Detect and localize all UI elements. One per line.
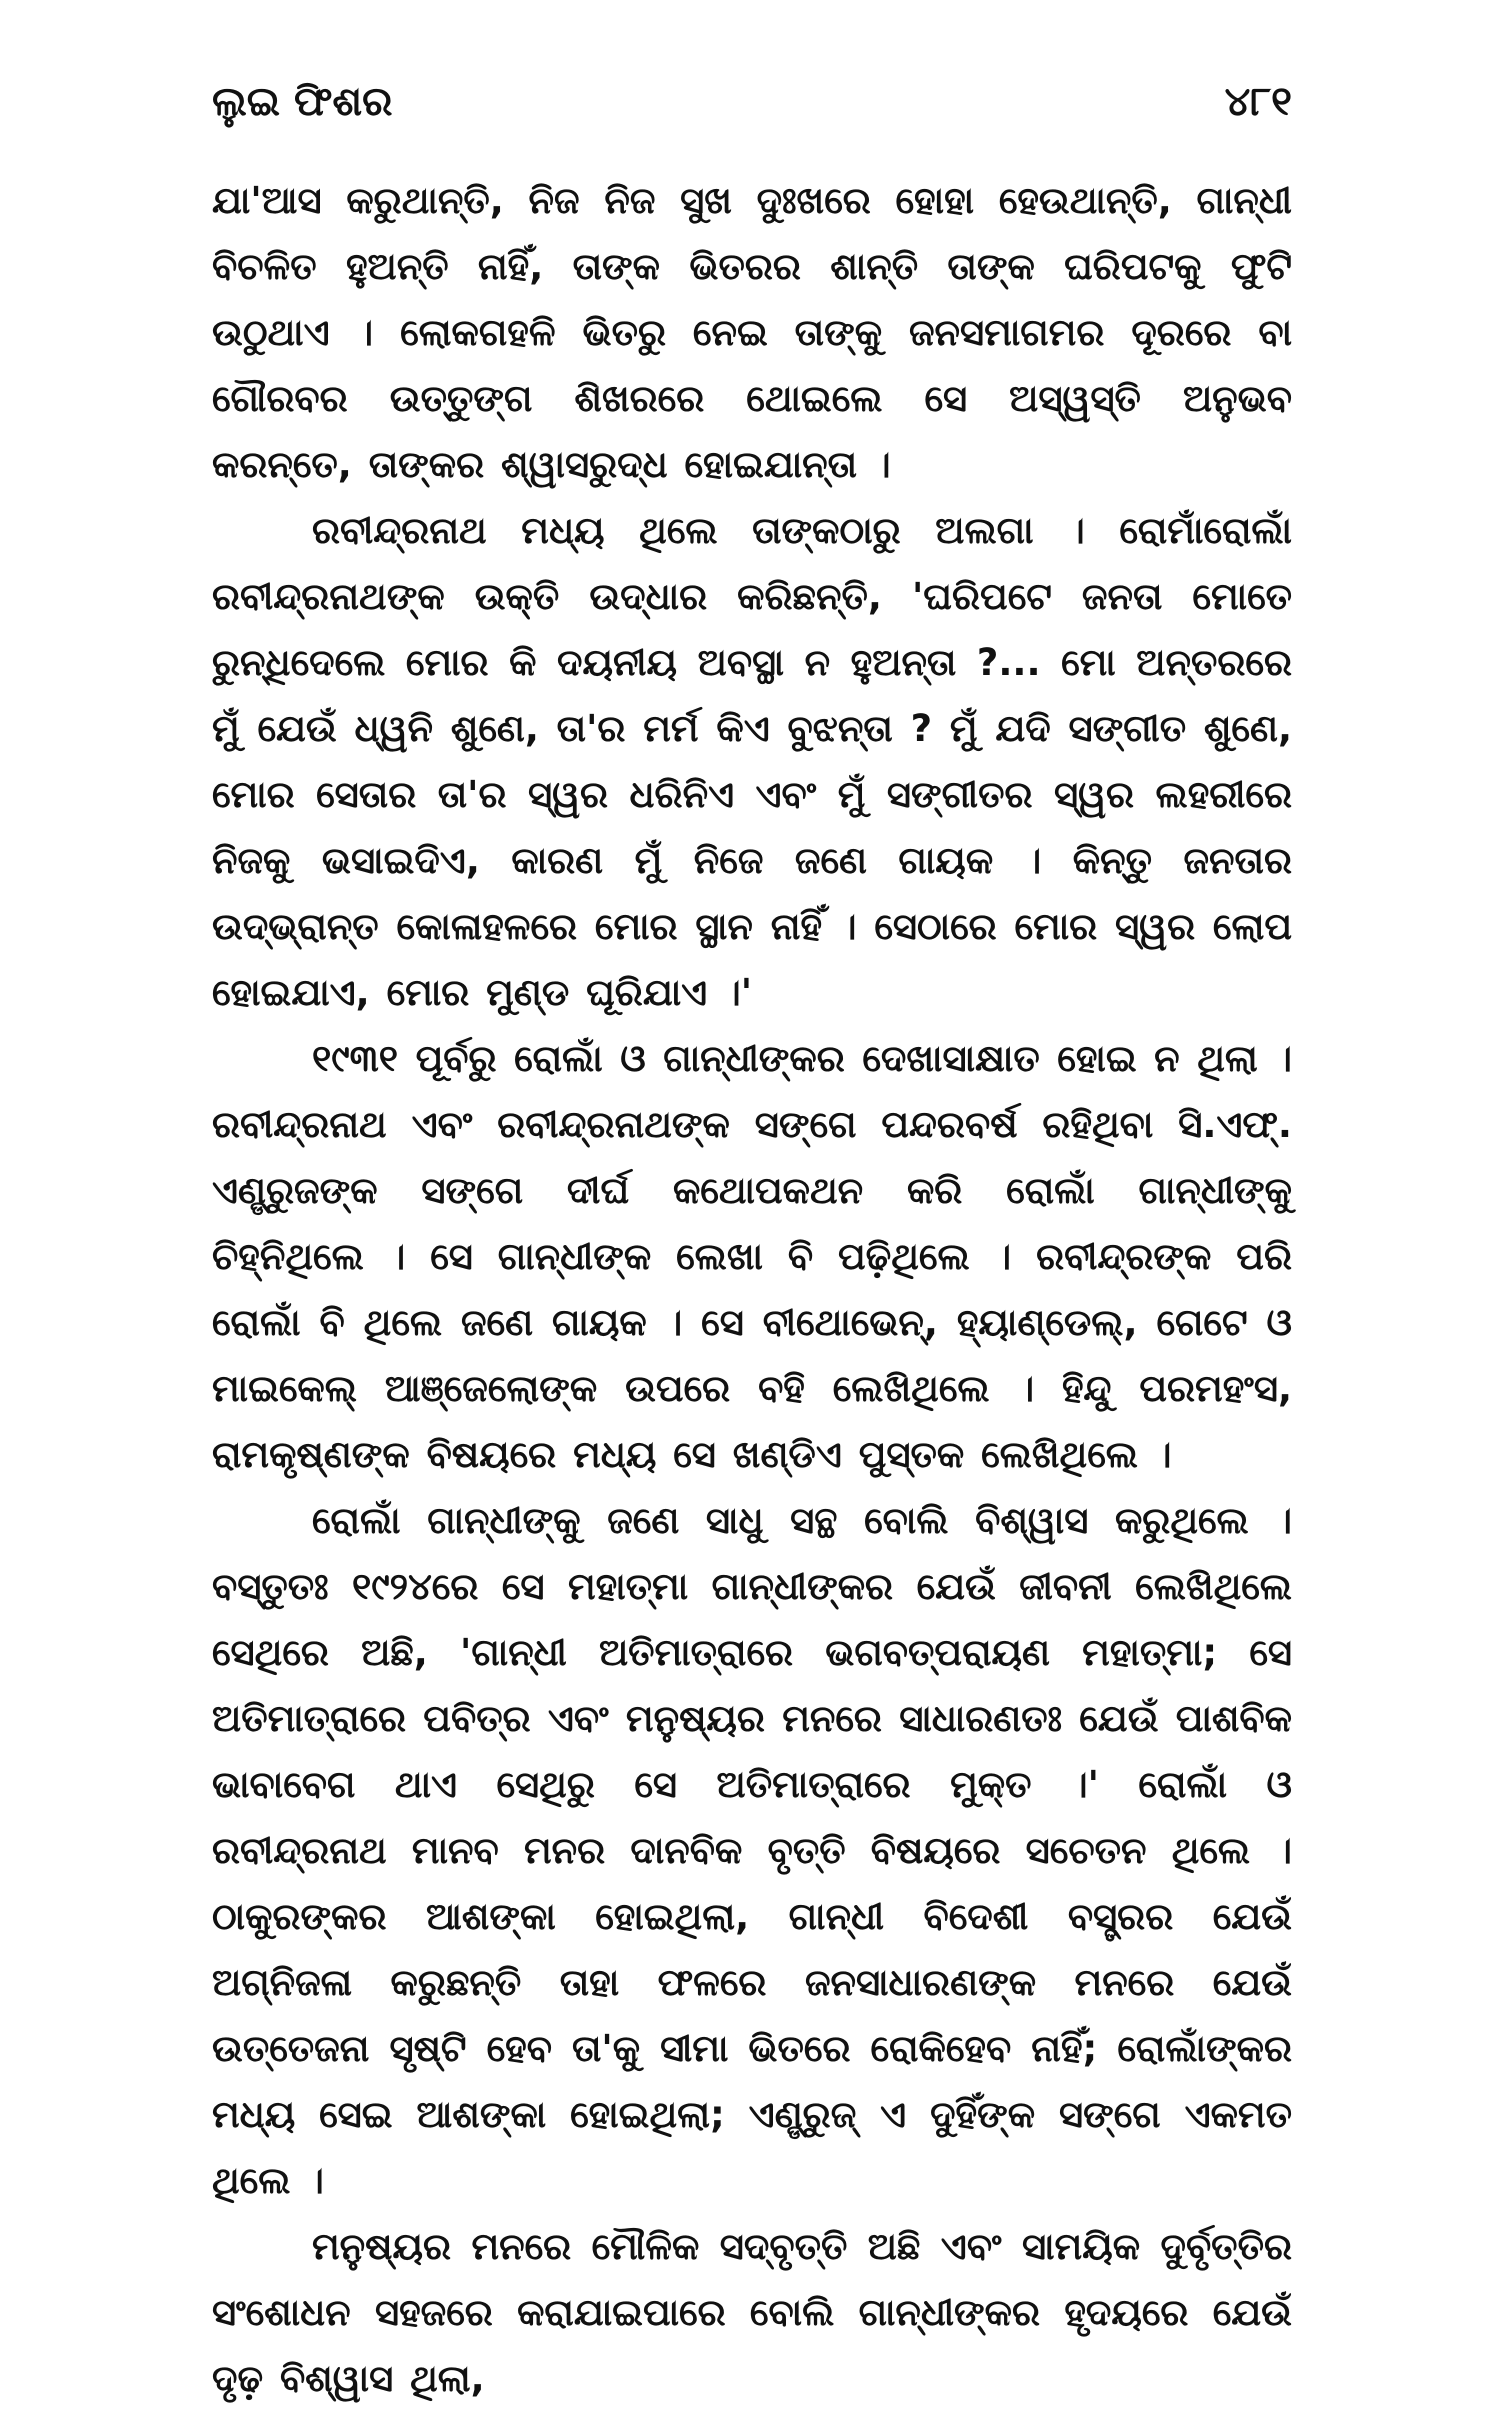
paragraph-2: ରବୀନ୍ଦ୍ରନାଥ ମଧ୍ୟ ଥିଲେ ତାଙ୍କଠାରୁ ଅଲଗା । ରୋମାଁରୋଲାଁ ରବୀନ୍ଦ୍ରନାଥଙ୍କ ଉକ୍ତି ଉଦ୍ଧାର କରିଛନ୍ତି, 'ଘରିପଟେ ଜନତା ମୋତେ ରୁନ୍ଧିଦେଲେ ମୋର କି ଦୟନୀୟ ଅବସ୍ଥା ନ ହୁଅନ୍ତା ?... ମୋ ଅନ୍ତରରେ ମୁଁ ଯେଉଁ ଧ୍ୱନି ଶୁଣେ, ତା'ର ମର୍ମ କିଏ ବୁଝନ୍ତା ? ମୁଁ ଯଦି ସଙ୍ଗୀତ ଶୁଣେ, ମୋର ସେତାର ତା'ର ସ୍ୱର ଧରିନିଏ ଏବଂ ମୁଁ ସଙ୍ଗୀତର ସ୍ୱର ଲହରୀରେ ନିଜକୁ ଭସାଇଦିଏ, କାରଣ ମୁଁ ନିଜେ ଜଣେ ଗାୟକ । କିନ୍ତୁ ଜନତାର ଉଦ୍‌ଭ୍ରାନ୍ତ କୋଳାହଳରେ ମୋର ସ୍ଥାନ ନାହିଁ । ସେଠାରେ ମୋର ସ୍ୱର ଲୋପ ହୋଇଯାଏ, ମୋର ମୁଣ୍ଡ ଘୂରିଯାଏ ।'	[212, 509, 1292, 1014]
paragraph-4: ରୋଲାଁ ଗାନ୍ଧୀଙ୍କୁ ଜଣେ ସାଧୁ ସନ୍ଥ ବୋଲି ବିଶ୍ୱାସ କରୁଥିଲେ । ବସ୍ତୁତଃ ୧୯୨୪ରେ ସେ ମହାତ୍ମା ଗାନ୍ଧୀଙ୍କର ଯେଉଁ ଜୀବନୀ ଲେଖିଥିଲେ ସେଥିରେ ଅଛି, 'ଗାନ୍ଧୀ ଅତିମାତ୍ରାରେ ଭଗବତ୍‌ପରାୟଣ ମହାତ୍ମା; ସେ ଅତିମାତ୍ରାରେ ପବିତ୍ର ଏବଂ ମନୁଷ୍ୟର ମନରେ ସାଧାରଣତଃ ଯେଉଁ ପାଶବିକ ଭାବାବେଗ ଥାଏ ସେଥିରୁ ସେ ଅତିମାତ୍ରାରେ ମୁକ୍ତ ।' ରୋଲାଁ ଓ ରବୀନ୍ଦ୍ରନାଥ ମାନବ ମନର ଦାନବିକ ବୃତ୍ତି ବିଷୟରେ ସଚେତନ ଥିଲେ । ଠାକୁରଙ୍କର ଆଶଙ୍କା ହୋଇଥିଲା, ଗାନ୍ଧୀ ବିଦେଶୀ ବସ୍ତ୍ରର ଯେଉଁ ଅଗ୍ନିଜଳା କରୁଛନ୍ତି ତାହା ଫଳରେ ଜନସାଧାରଣଙ୍କ ମନରେ ଯେଉଁ ଉତ୍ତେଜନା ସୃଷ୍ଟି ହେବ ତା'କୁ ସୀମା ଭିତରେ ରୋକିହେବ ନାହିଁ; ରୋଲାଁଙ୍କର ମଧ୍ୟ ସେଇ ଆଶଙ୍କା ହୋଇଥିଲା; ଏଣ୍ଡ୍ରୁଜ୍ ଏ ଦୁହିଁଙ୍କ ସଙ୍ଗେ ଏକମତ ଥିଲେ ।	[212, 1499, 1292, 2202]
paragraph-5: ମନୁଷ୍ୟର ମନରେ ମୌଳିକ ସଦ୍‌ବୃତ୍ତି ଅଛି ଏବଂ ସାମୟିକ ଦୁର୍ବୃତ୍ତିର ସଂଶୋଧନ ସହଜରେ କରାଯାଇପାରେ ବୋଲି ଗାନ୍ଧୀଙ୍କର ହୃଦୟରେ ଯେଉଁ ଦୃଢ଼ ବିଶ୍ୱାସ ଥିଲା,	[212, 2225, 1292, 2400]
page-number: ୪୮୧	[1224, 79, 1292, 125]
paragraph-3: ୧୯୩୧ ପୂର୍ବରୁ ରୋଲାଁ ଓ ଗାନ୍ଧୀଙ୍କର ଦେଖାସାକ୍ଷାତ ହୋଇ ନ ଥିଲା । ରବୀନ୍ଦ୍ରନାଥ ଏବଂ ରବୀନ୍ଦ୍ରନାଥଙ୍କ ସଙ୍ଗେ ପନ୍ଦରବର୍ଷ ରହିଥିବା ସି.ଏଫ୍. ଏଣ୍ଡ୍ରୁଜଙ୍କ ସଙ୍ଗେ ଦୀର୍ଘ କଥୋପକଥନ କରି ରୋଲାଁ ଗାନ୍ଧୀଙ୍କୁ ଚିହ୍ନିଥିଲେ । ସେ ଗାନ୍ଧୀଙ୍କ ଲେଖା ବି ପଢ଼ିଥିଲେ । ରବୀନ୍ଦ୍ରଙ୍କ ପରି ରୋଲାଁ ବି ଥିଲେ ଜଣେ ଗାୟକ । ସେ ବୀଥୋଭେନ୍, ହ୍ୟାଣ୍ଡେଲ୍, ଗେଟେ ଓ ମାଇକେଲ୍ ଆଞ୍ଜେଲୋଙ୍କ ଉପରେ ବହି ଲେଖିଥିଲେ । ହିନ୍ଦୁ ପରମହଂସ, ରାମକୃଷ୍ଣଙ୍କ ବିଷୟରେ ମଧ୍ୟ ସେ ଖଣ୍ଡିଏ ପୁସ୍ତକ ଲେଖିଥିଲେ ।	[212, 1037, 1292, 1476]
running-title: ଲୁଇ ଫିଶର	[212, 79, 393, 125]
paragraph-1: ଯା'ଆସ କରୁଥାନ୍ତି, ନିଜ ନିଜ ସୁଖ ଦୁଃଖରେ ହୋହା ହେଉଥାନ୍ତି, ଗାନ୍ଧୀ ବିଚଳିତ ହୁଅନ୍ତି ନାହିଁ, ତାଙ୍କ ଭିତରର ଶାନ୍ତି ତାଙ୍କ ଘରିପଟକୁ ଫୁଟି ଉଠୁଥାଏ । ଲୋକଗହଳି ଭିତରୁ ନେଇ ତାଙ୍କୁ ଜନସମାଗମର ଦୂରରେ ବା ଗୌରବର ଉତ୍ତୁଙ୍ଗ ଶିଖରରେ ଥୋଇଲେ ସେ ଅସ୍ୱସ୍ତି ଅନୁଭବ କରନ୍ତେ, ତାଙ୍କର ଶ୍ୱାସରୁଦ୍ଧ ହୋଇଯାନ୍ତା ।	[212, 179, 1292, 486]
running-head	[212, 72, 1292, 132]
body-text	[212, 168, 1292, 2412]
